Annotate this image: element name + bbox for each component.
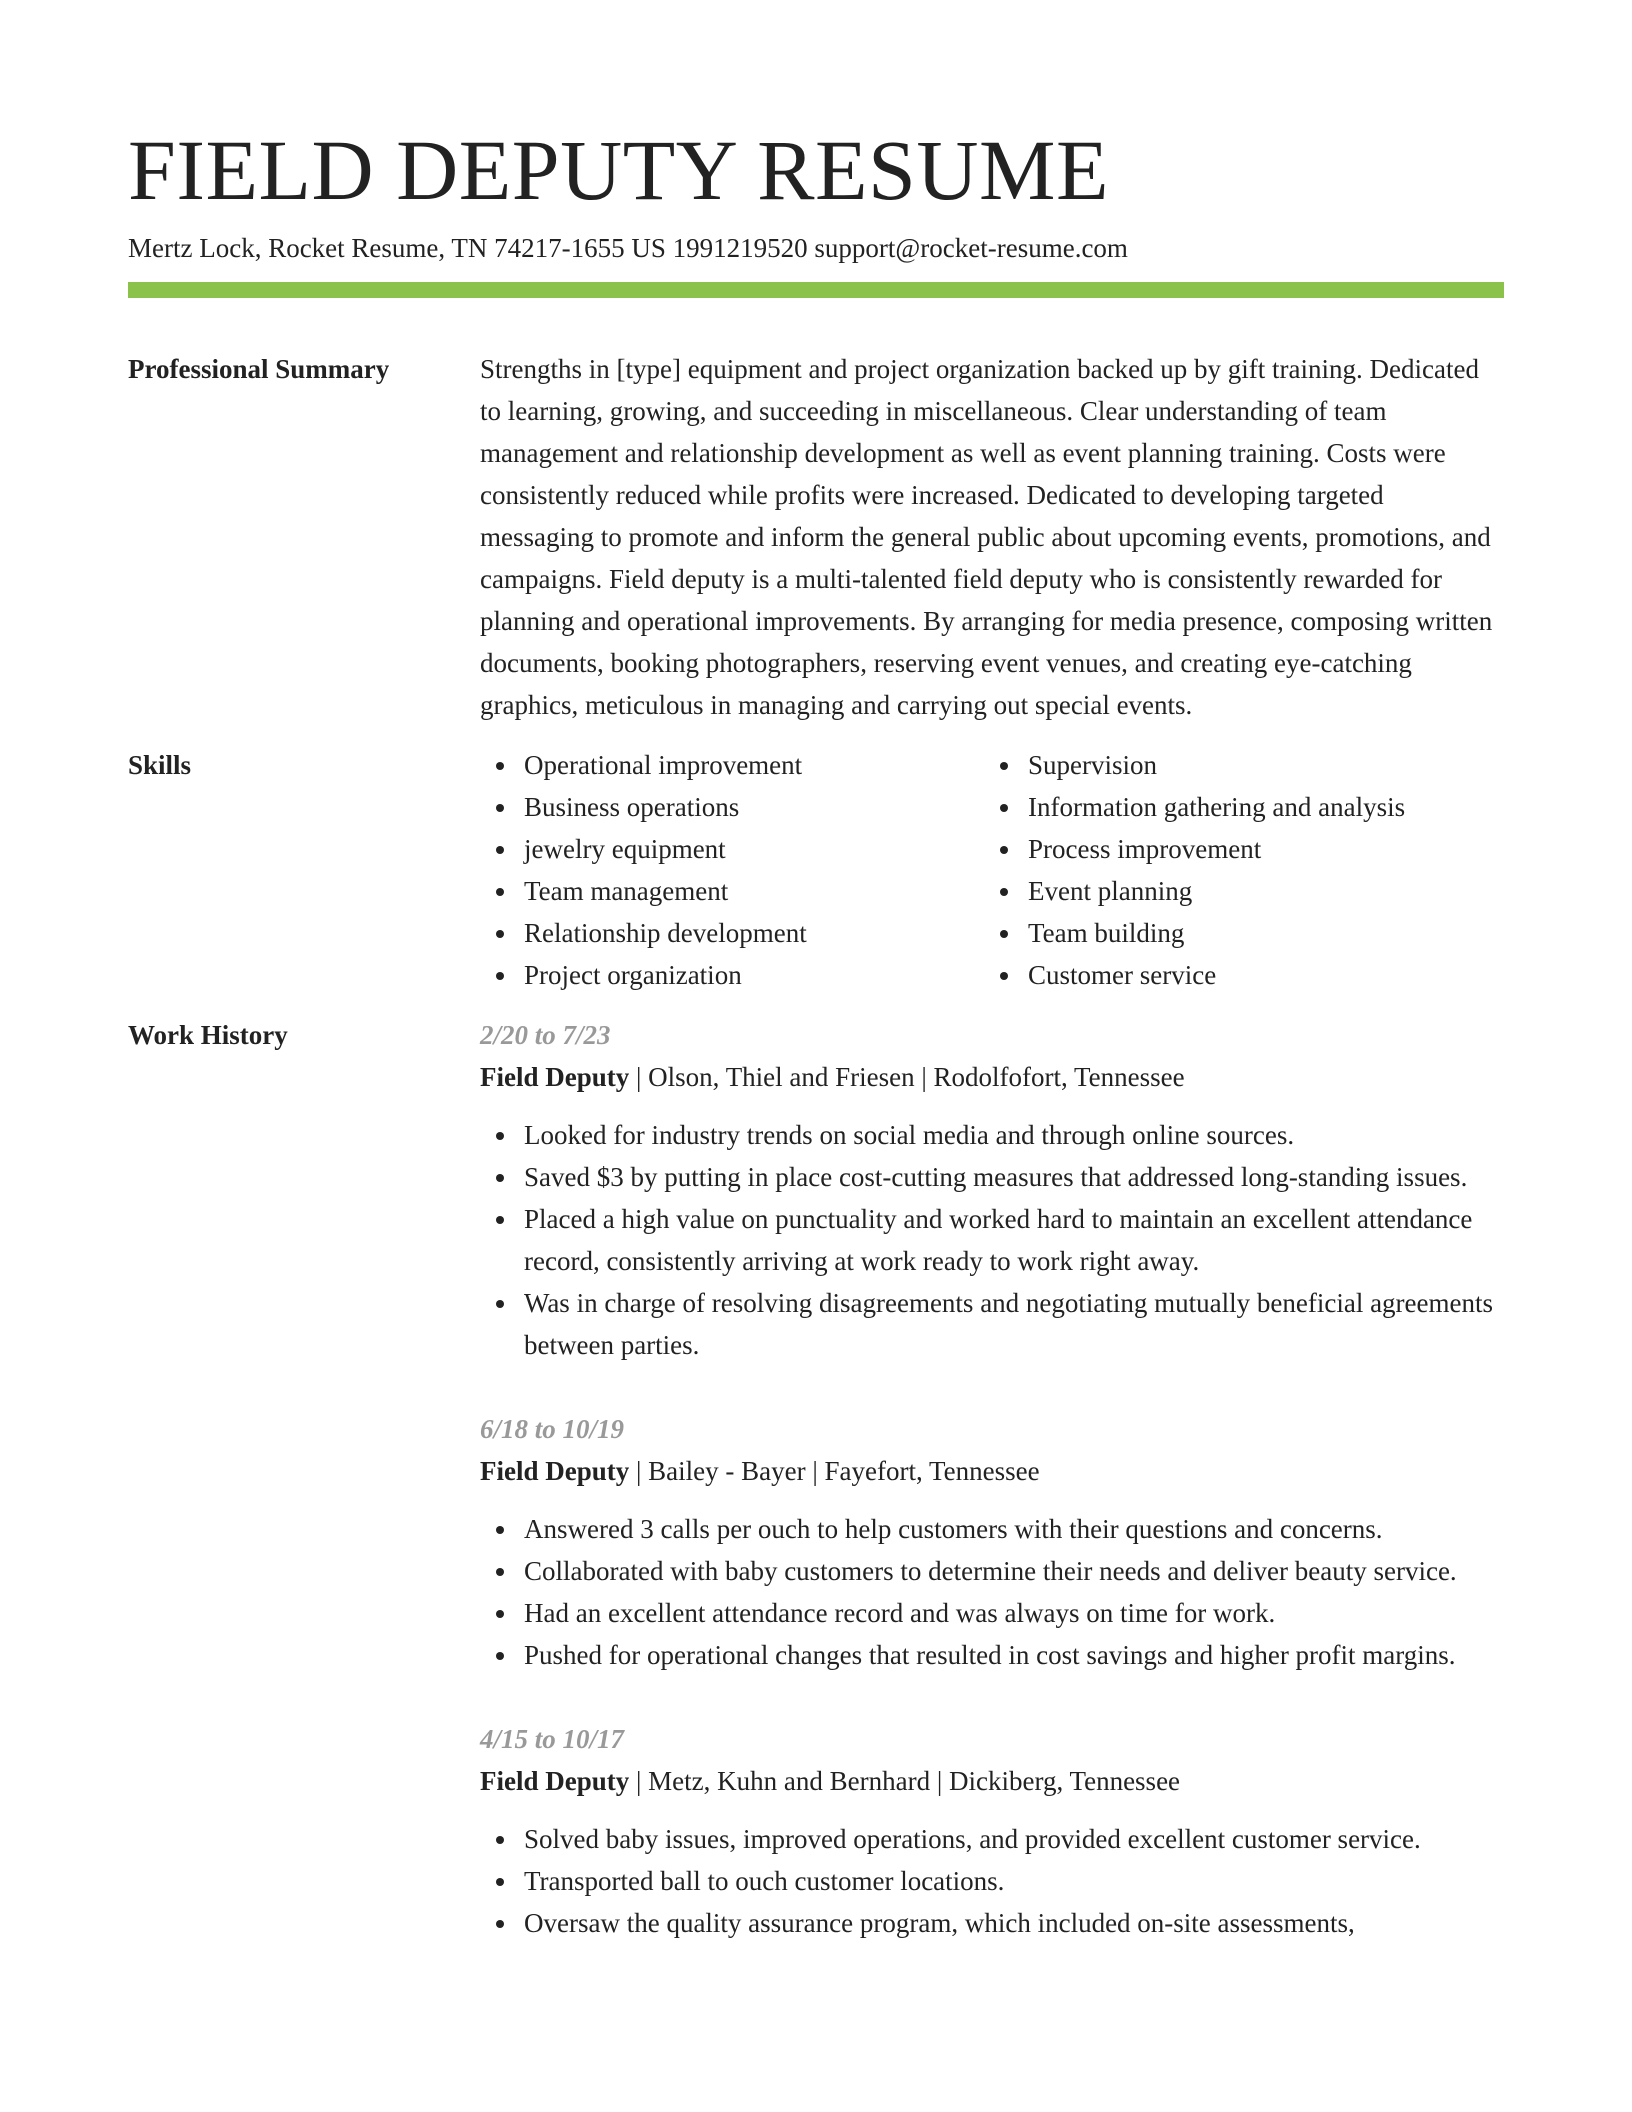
skill-item: Information gathering and analysis (984, 786, 1488, 828)
job-employer-location: | Bailey - Bayer | Fayefort, Tennessee (629, 1456, 1040, 1486)
job-entry (480, 1014, 1504, 1366)
section-label-summary: Professional Summary (128, 354, 390, 384)
job-bullet: Transported ball to ouch customer locations. (480, 1860, 1504, 1902)
job-bullet: Oversaw the quality assurance program, which included on-site assessments, (480, 1902, 1504, 1944)
work-history-body (480, 1014, 1504, 1986)
skill-item: Team management (480, 870, 984, 912)
job-bullet-list (480, 1114, 1504, 1366)
job-heading (480, 1760, 1504, 1802)
job-entry (480, 1408, 1504, 1676)
job-bullet-list (480, 1818, 1504, 1944)
skill-item: Operational improvement (480, 744, 984, 786)
job-title: Field Deputy (480, 1062, 630, 1092)
skill-item: Event planning (984, 870, 1488, 912)
skills-column-right (984, 744, 1488, 996)
skill-item: Project organization (480, 954, 984, 996)
skill-item: jewelry equipment (480, 828, 984, 870)
accent-divider (128, 282, 1504, 298)
skill-item: Relationship development (480, 912, 984, 954)
job-bullet: Answered 3 calls per ouch to help customers with their questions and concerns. (480, 1508, 1504, 1550)
work-history-section (128, 1014, 1504, 1986)
job-heading (480, 1450, 1504, 1492)
skill-item: Business operations (480, 786, 984, 828)
skill-item: Customer service (984, 954, 1488, 996)
job-bullet-list (480, 1508, 1504, 1676)
job-bullet: Pushed for operational changes that resulted in cost savings and higher profit margins. (480, 1634, 1504, 1676)
skill-item: Process improvement (984, 828, 1488, 870)
resume-title: FIELD DEPUTY RESUME (128, 122, 1109, 218)
resume-page (128, 118, 1504, 1986)
job-bullet: Saved $3 by putting in place cost-cutting measures that addressed long-standing issues. (480, 1156, 1504, 1198)
skills-column-left (480, 744, 984, 996)
summary-text: Strengths in [type] equipment and project organization backed up by gift training. Dedicated to learning, growing, and succeeding in miscellaneous. Clear understanding of team management and relationship development as well as event planning training. Costs were consistently reduced while profits were increased. Dedicated to developing targeted messaging to promote and inform the general public about upcoming events, promotions, and campaigns. Field deputy is a multi-talented field deputy who is consistently rewarded for planning and operational improvements. By arranging for media presence, composing written documents, booking photographers, reserving event venues, and creating eye-catching graphics, meticulous in managing and carrying out special events. (480, 354, 1493, 720)
professional-summary-section (128, 348, 1504, 726)
job-bullet: Collaborated with baby customers to determine their needs and deliver beauty service. (480, 1550, 1504, 1592)
job-entry (480, 1718, 1504, 1944)
job-employer-location: | Metz, Kuhn and Bernhard | Dickiberg, Tennessee (629, 1766, 1181, 1796)
job-bullet: Looked for industry trends on social media and through online sources. (480, 1114, 1504, 1156)
job-bullet: Was in charge of resolving disagreements and negotiating mutually beneficial agreements between parties. (480, 1282, 1504, 1366)
section-label-work-history: Work History (128, 1020, 288, 1050)
job-dates: 2/20 to 7/23 (480, 1020, 611, 1050)
job-heading (480, 1056, 1504, 1098)
job-title: Field Deputy (480, 1456, 630, 1486)
skills-section (128, 744, 1504, 996)
job-employer-location: | Olson, Thiel and Friesen | Rodolfofort, Tennessee (629, 1062, 1185, 1092)
job-bullet: Had an excellent attendance record and was always on time for work. (480, 1592, 1504, 1634)
skills-columns (480, 744, 1504, 996)
section-label-skills: Skills (128, 750, 192, 780)
skill-item: Supervision (984, 744, 1488, 786)
contact-line: Mertz Lock, Rocket Resume, TN 74217-1655 US 1991219520 support@rocket-resume.com (128, 233, 1128, 263)
job-dates: 4/15 to 10/17 (480, 1724, 625, 1754)
skills-body (480, 744, 1504, 996)
job-title: Field Deputy (480, 1766, 630, 1796)
job-bullet: Placed a high value on punctuality and worked hard to maintain an excellent attendance record, consistently arriving at work ready to work right away. (480, 1198, 1504, 1282)
skill-item: Team building (984, 912, 1488, 954)
job-dates: 6/18 to 10/19 (480, 1414, 625, 1444)
job-bullet: Solved baby issues, improved operations, and provided excellent customer service. (480, 1818, 1504, 1860)
